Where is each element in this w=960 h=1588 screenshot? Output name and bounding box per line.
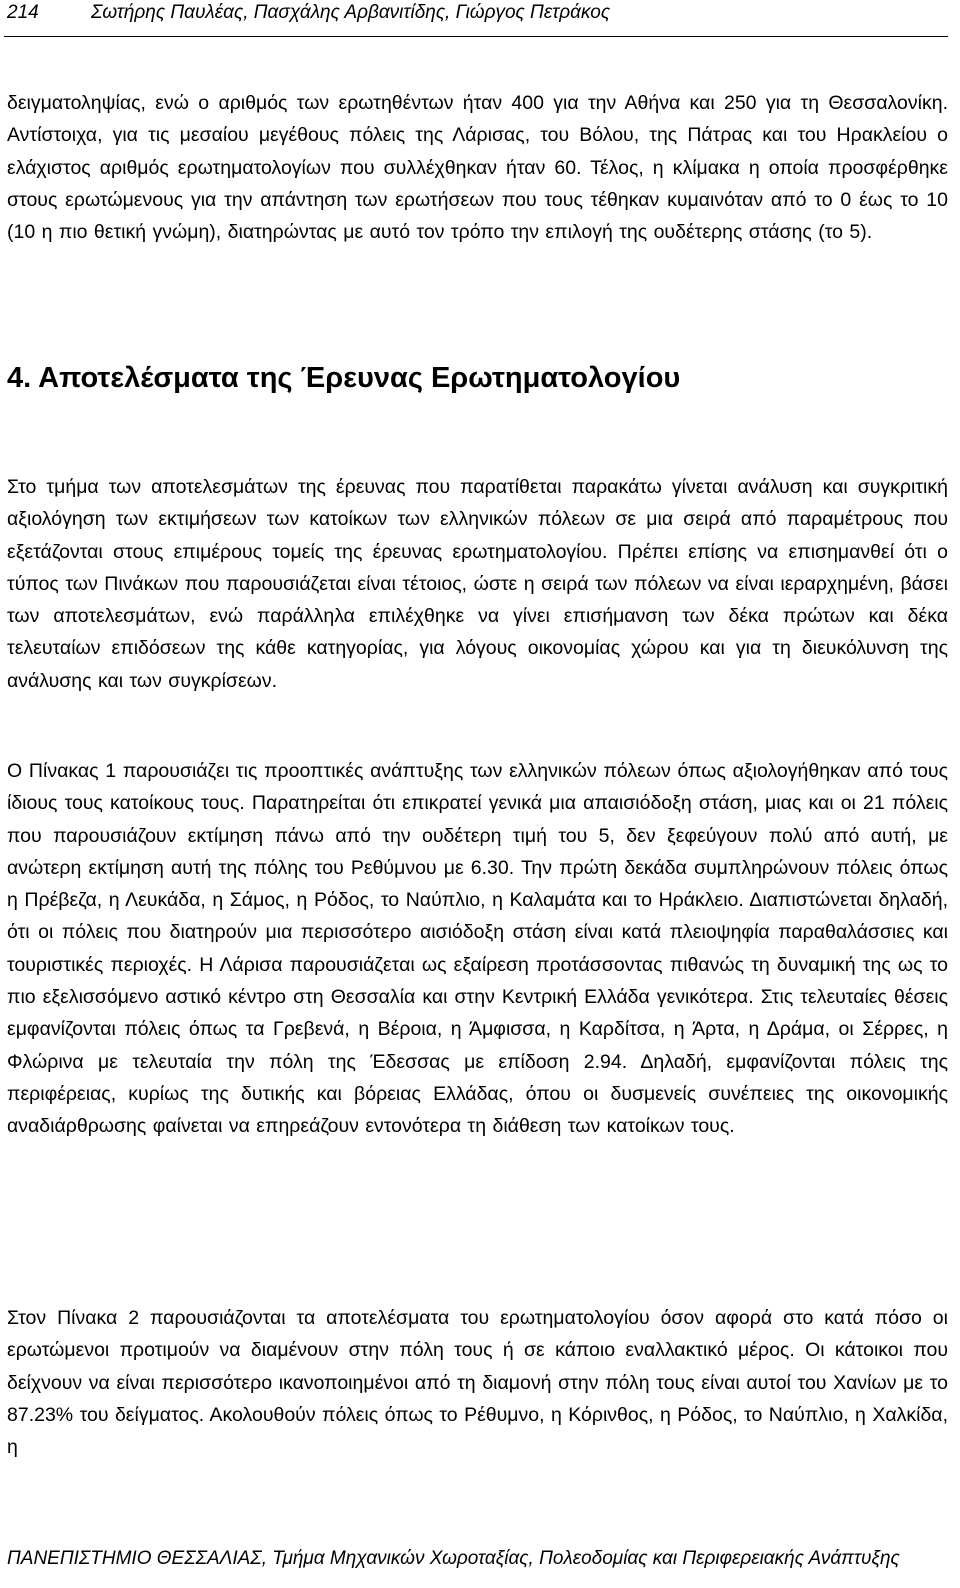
paragraph-results-intro: Στο τμήμα των αποτελεσμάτων της έρευνας που παρατίθεται παρακάτω γίνεται ανάλυση και συγκριτική αξιολόγηση των εκτιμήσεων των κατοίκων των ελληνικών πόλεων σε μια σειρά από παραμέτρους που εξετάζονται στους επιμέρους τομείς της έρευνας ερωτηματολογίου. Πρέπει επίσης να επισημανθεί ότι ο τύπος των Πινάκων που παρουσιάζεται είναι τέτοιος, ώστε η σειρά των πόλεων να είναι ιεραρχημένη, βάσει των αποτελεσμάτων, ενώ παράλληλα επιλέχθηκε να γίνει επισήμανση των δέκα πρώτων και δέκα τελευταίων επιδόσεων της κάθε κατηγορίας, για λόγους οικονομίας χώρου και για τη διευκόλυνση της ανάλυσης και των συγκρίσεων.: [7, 476, 948, 692]
paragraph-intro: δειγματοληψίας, ενώ ο αριθμός των ερωτηθέντων ήταν 400 για την Αθήνα και 250 για τη Θεσσαλονίκη. Αντίστοιχα, για τις μεσαίου μεγέθους πόλεις της Λάρισας, του Βόλου, της Πάτρας και του Ηρακλείου ο ελάχιστος αριθμός ερωτηματολογίων που συλλέχθηκαν ήταν 60. Τέλος, η κλίμακα η οποία προσφέρθηκε στους ερωτώμενους για την απάντηση των ερωτήσεων που τους τέθηκαν κυμαινόταν από το 0 έως το 10 (10 η πιο θετική γνώμη), διατηρώντας με αυτό τον τρόπο την επιλογή της ουδέτερης στάσης (το 5).: [7, 92, 948, 244]
paragraph-table-1: Ο Πίνακας 1 παρουσιάζει τις προοπτικές ανάπτυξης των ελληνικών πόλεων όπως αξιολογήθηκαν από τους ίδιους τους κατοίκους τους. Παρατηρείται ότι επικρατεί γενικά μια απαισιόδοξη στάση, μιας και οι 21 πόλεις που παρουσιάζουν εκτίμηση πάνω από την ουδέτερη τιμή του 5, δεν ξεφεύγουν πολύ από αυτή, με ανώτερη εκτίμηση αυτή της πόλης του Ρεθύμνου με 6.30. Την πρώτη δεκάδα συμπληρώνουν πόλεις όπως η Πρέβεζα, η Λευκάδα, η Σάμος, η Ρόδος, το Ναύπλιο, η Καλαμάτα και το Ηράκλειο. Διαπιστώνεται δηλαδή, ότι οι πόλεις που διατηρούν μια περισσότερο αισιόδοξη στάση είναι κατά πλειοψηφία παραθαλάσσιες και τουριστικές περιοχές. Η Λάρισα παρουσιάζεται ως εξαίρεση προτάσσοντας πιθανώς τη δυναμική της ως το πιο εξελισσόμενο αστικό κέντρο στη Θεσσαλία και στην Κεντρική Ελλάδα γενικότερα. Στις τελευταίες θέσεις εμφανίζονται πόλεις όπως τα Γρεβενά, η Βέροια, η Άμφισσα, η Καρδίτσα, η Άρτα, η Δράμα, οι Σέρρες, η Φλώρινα με τελευταία την πόλη της Έδεσσας με επίδοση 2.94. Δηλαδή, εμφανίζονται πόλεις της περιφέρειας, κυρίως της δυτικής και βόρειας Ελλάδας, όπου οι δυσμενείς συνέπειες της οικονομικής αναδιάρθρωσης φαίνεται να επηρεάζουν εντονότερα τη διάθεση των κατοίκων τους.: [7, 760, 948, 1138]
paragraph-table-2: Στον Πίνακα 2 παρουσιάζονται τα αποτελέσματα του ερωτηματολογίου όσον αφορά στο κατά πόσο οι ερωτώμενοι προτιμούν να διαμένουν στην πόλη τους ή σε κάποιο εναλλακτικό μέρος. Οι κάτοικοι που δείχνουν να είναι περισσότερο ικανοποιημένοι από τη διαμονή στην πόλη τους είναι αυτοί του Χανίων με το 87.23% του δείγματος. Ακολουθούν πόλεις όπως το Ρέθυμνο, η Κόρινθος, η Ρόδος, το Ναύπλιο, η Χαλκίδα, η: [7, 1307, 948, 1459]
section-heading: 4. Αποτελέσματα της Έρευνας Ερωτηματολογίου: [7, 362, 681, 394]
page-footer: ΠΑΝΕΠΙΣΤΗΜΙΟ ΘΕΣΣΑΛΙΑΣ, Τμήμα Μηχανικών Χωροταξίας, Πολεοδομίας και Περιφερειακής Ανάπτυξης: [7, 1548, 900, 1569]
page-number: 214: [7, 2, 39, 23]
header-divider: [4, 36, 948, 37]
page-header: [7, 0, 947, 30]
header-authors: Σωτήρης Παυλέας, Πασχάλης Αρβανιτίδης, Γιώργος Πετράκος: [91, 2, 611, 23]
